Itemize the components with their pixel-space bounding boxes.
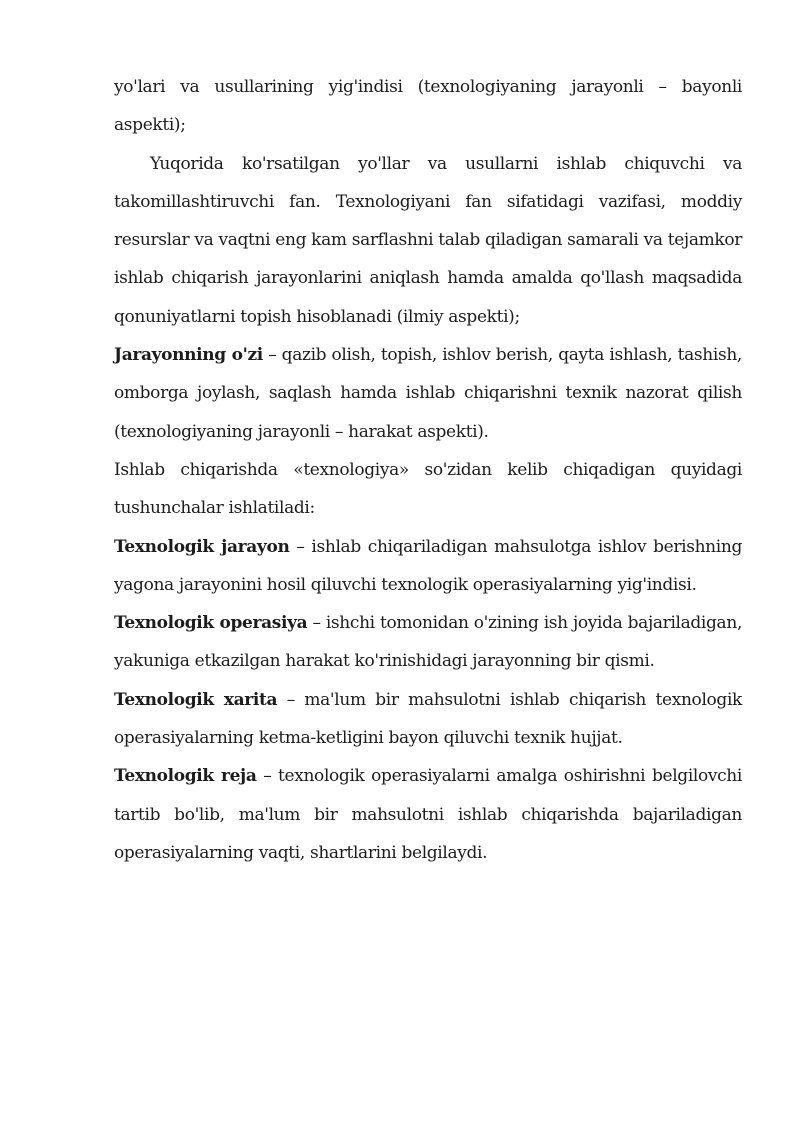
paragraph-concepts-intro: [114, 451, 742, 528]
paragraph-continuation: [114, 68, 742, 145]
definition-term: Texnologik operasiya: [114, 613, 308, 634]
definition-text: – qazib olish, topish, ishlov berish, qayta ishlash, tashish, omborga joylash, saqlash hamda ishlab chiqarishni texnik nazorat qilish (texnologiyaning jarayonli – harakat aspekti).: [114, 345, 742, 442]
definition-text: – texnologik operasiyalarni amalga oshirishni belgilovchi tartib bo'lib, ma'lum bir mahsulotni ishlab chiqarishda bajariladigan operasiyalarning vaqti, shartlarini belgilaydi.: [114, 766, 742, 863]
definition-term: Texnologik reja: [114, 766, 257, 787]
paragraph-text: yo'lari va usullarining yig'indisi (texnologiyaning jarayonli – bayonli aspekti);: [114, 77, 742, 136]
definition-term: Jarayonning o'zi: [114, 345, 263, 366]
definition-text: – ma'lum bir mahsulotni ishlab chiqarish texnologik operasiyalarning ketma-ketligini bayon qiluvchi texnik hujjat.: [114, 689, 742, 749]
document-page: [114, 68, 742, 872]
definition-term: Texnologik jarayon: [114, 536, 290, 557]
definition-text: – ishlab chiqariladigan mahsulotga ishlov berishning yagona jarayonini hosil qiluvchi texnologik operasiyalarning yig'indisi.: [114, 536, 742, 595]
paragraph-text: Ishlab chiqarishda «texnologiya» so'zidan kelib chiqadigan quyidagi tushunchalar ishlatiladi:: [114, 459, 742, 519]
definition-technological-map: [114, 681, 742, 758]
paragraph-technology-science: [114, 145, 742, 336]
definition-text: – ishchi tomonidan o'zining ish joyida bajariladigan, yakuniga etkazilgan harakat ko'rinishidagi jarayonning bir qismi.: [114, 613, 742, 672]
definition-term: Texnologik xarita: [114, 689, 278, 710]
paragraph-text: Yuqorida ko'rsatilgan yo'llar va usullarni ishlab chiquvchi va takomillashtiruvchi fan. Texnologiyani fan sifatidagi vazifasi, moddiy resurslar va vaqtni eng kam sarflashni talab qiladigan samarali va tejamkor ishlab chiqarish jarayonlarini aniqlash hamda amalda qo'llash maqsadida qonuniyatlarni topish hisoblanadi (ilmiy aspekti);: [114, 153, 742, 327]
definition-technological-operation: [114, 604, 742, 681]
definition-technological-plan: [114, 757, 742, 872]
definition-technological-process: [114, 528, 742, 605]
definition-process-itself: [114, 336, 742, 451]
